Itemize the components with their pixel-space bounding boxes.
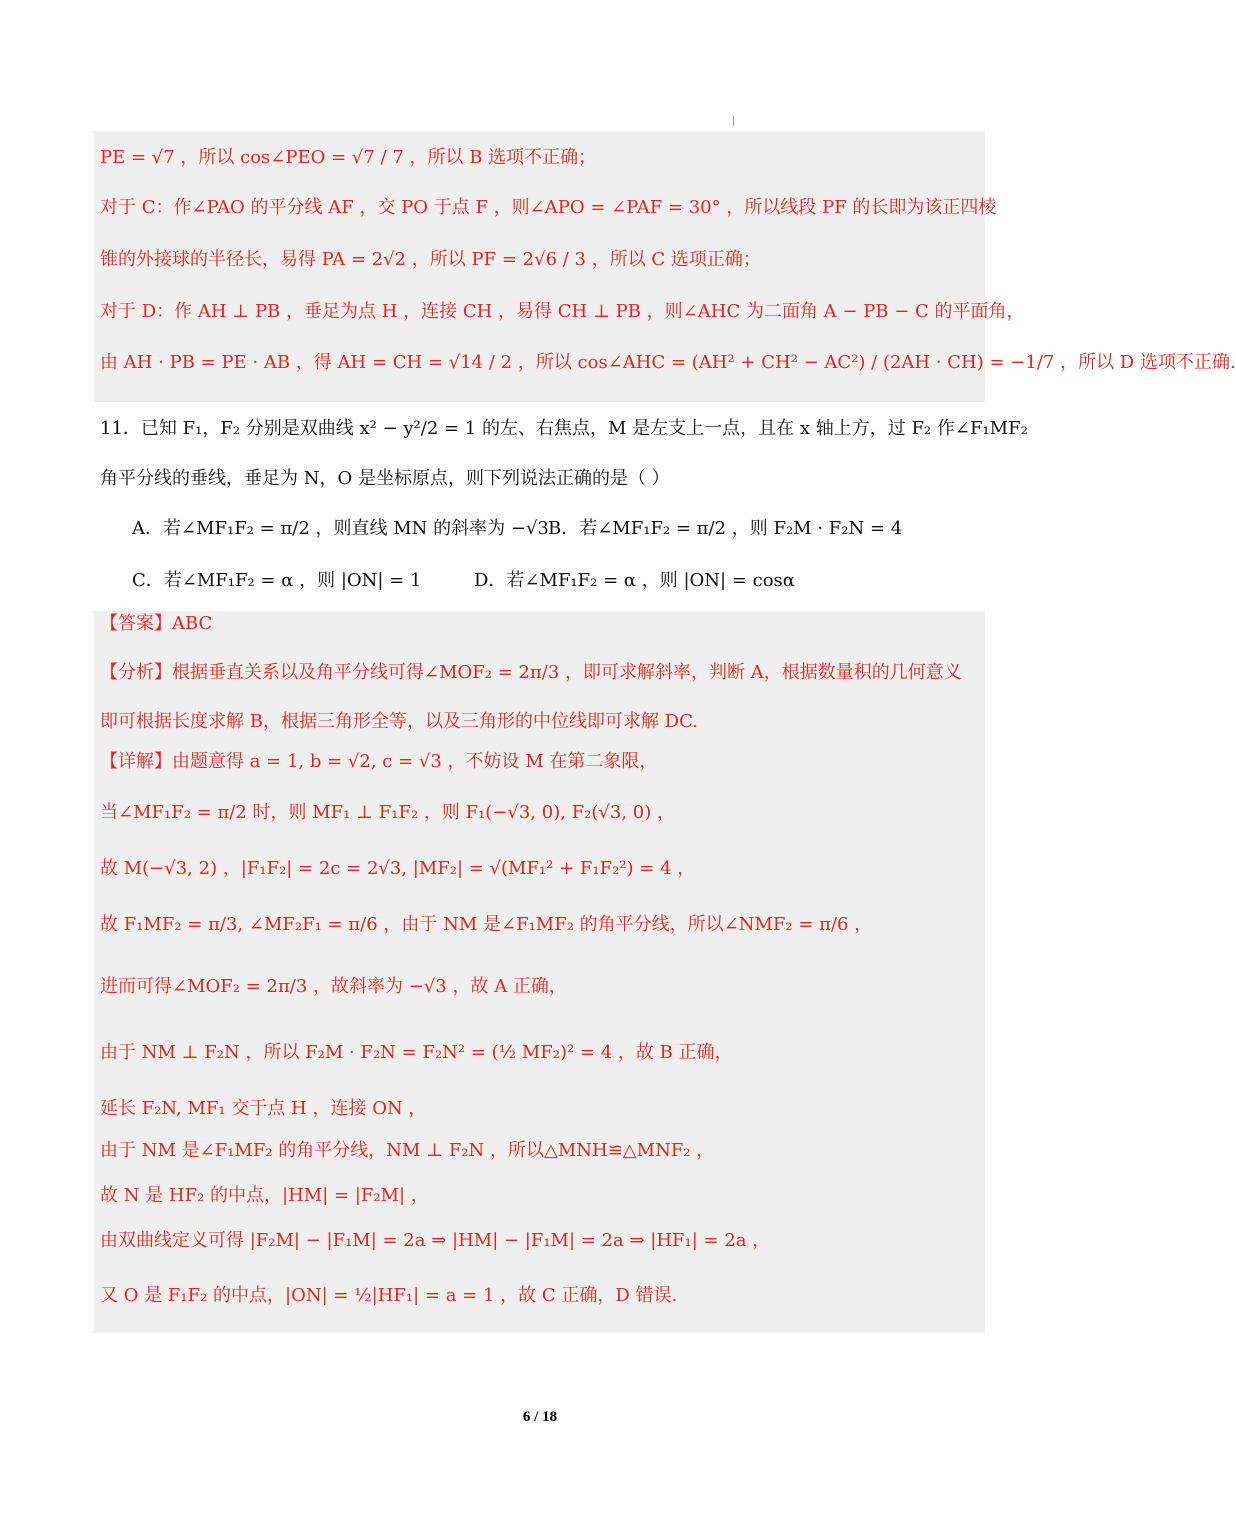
detail-line: 由于 NM 是∠F₁MF₂ 的角平分线，NM ⊥ F₂N ，所以△MNH≌△MNF₂ ， <box>100 1140 715 1161</box>
detail-line: 延长 F₂N, MF₁ 交于点 H ，连接 ON ， <box>100 1098 427 1119</box>
detail-line: 故 F₁MF₂ = π/3, ∠MF₂F₁ = π/6 ，由于 NM 是∠F₁MF₂ 的角平分线，所以∠NMF₂ = π/6 ， <box>100 914 873 935</box>
detail-line: 又 O 是 F₁F₂ 的中点，|ON| = ½|HF₁| = a = 1 ，故 C 正确，D 错误. <box>100 1285 678 1306</box>
detail-line: 【详解】由题意得 a = 1, b = √2, c = √3 ，不妨设 M 在第二象限， <box>100 751 658 772</box>
detail-line: 故 M(−√3, 2) ，|F₁F₂| = 2c = 2√3, |MF₂| = √(MF₁² + F₁F₂²) = 4 ， <box>100 858 696 879</box>
option-b: B．若∠MF₁F₂ = π/2 ，则 F₂M · F₂N = 4 <box>548 518 903 539</box>
solution-line: 由 AH · PB = PE · AB ，得 AH = CH = √14 / 2 ，所以 cos∠AHC = (AH² + CH² − AC²) / (2AH · CH) = −1/7 ，所以 D 选项不正确. <box>100 352 1236 373</box>
option-d: D．若∠MF₁F₂ = α ，则 |ON| = cosα <box>474 570 795 591</box>
top-tick-mark <box>733 116 734 126</box>
analysis-line: 【分析】根据垂直关系以及角平分线可得∠MOF₂ = 2π/3 ，即可求解斜率，判断 A，根据数量积的几何意义 <box>100 662 962 683</box>
detail-line: 由双曲线定义可得 |F₂M| − |F₁M| = 2a ⇒ |HM| − |F₁M| = 2a ⇒ |HF₁| = 2a ， <box>100 1230 771 1251</box>
option-a: A．若∠MF₁F₂ = π/2 ，则直线 MN 的斜率为 −√3 <box>132 518 549 539</box>
solution-line: 对于 D：作 AH ⊥ PB ，垂足为点 H ，连接 CH ，易得 CH ⊥ PB ，则∠AHC 为二面角 A − PB − C 的平面角， <box>100 301 1025 322</box>
solution-line: 对于 C：作∠PAO 的平分线 AF ，交 PO 于点 F ，则∠APO = ∠PAF = 30° ，所以线段 PF 的长即为该正四棱 <box>100 197 997 218</box>
detail-line: 当∠MF₁F₂ = π/2 时，则 MF₁ ⊥ F₁F₂ ，则 F₁(−√3, 0), F₂(√3, 0) ， <box>100 802 675 823</box>
solution-line: PE = √7 ，所以 cos∠PEO = √7 / 7 ，所以 B 选项不正确； <box>100 147 597 168</box>
analysis-line: 即可根据长度求解 B，根据三角形全等，以及三角形的中位线即可求解 DC. <box>100 711 698 732</box>
detail-line: 故 N 是 HF₂ 的中点，|HM| = |F₂M| ， <box>100 1185 429 1206</box>
question-stem: 11．已知 F₁，F₂ 分别是双曲线 x² − y²/2 = 1 的左、右焦点，M 是左支上一点，且在 x 轴上方，过 F₂ 作∠F₁MF₂ <box>100 418 1028 439</box>
question-stem-cont: 角平分线的垂线，垂足为 N，O 是坐标原点，则下列说法正确的是（ ） <box>100 468 670 489</box>
solution-line: 锥的外接球的半径长，易得 PA = 2√2 ，所以 PF = 2√6 / 3 ，所以 C 选项正确； <box>100 249 761 270</box>
option-c: C．若∠MF₁F₂ = α ，则 |ON| = 1 <box>132 570 422 591</box>
detail-line: 进而可得∠MOF₂ = 2π/3 ，故斜率为 −√3 ，故 A 正确， <box>100 976 567 997</box>
page-number: 6 / 18 <box>522 1409 558 1425</box>
answer-line: 【答案】ABC <box>100 613 213 634</box>
detail-line: 由于 NM ⊥ F₂N ，所以 F₂M · F₂N = F₂N² = (½ MF₂)² = 4 ，故 B 正确， <box>100 1042 733 1063</box>
